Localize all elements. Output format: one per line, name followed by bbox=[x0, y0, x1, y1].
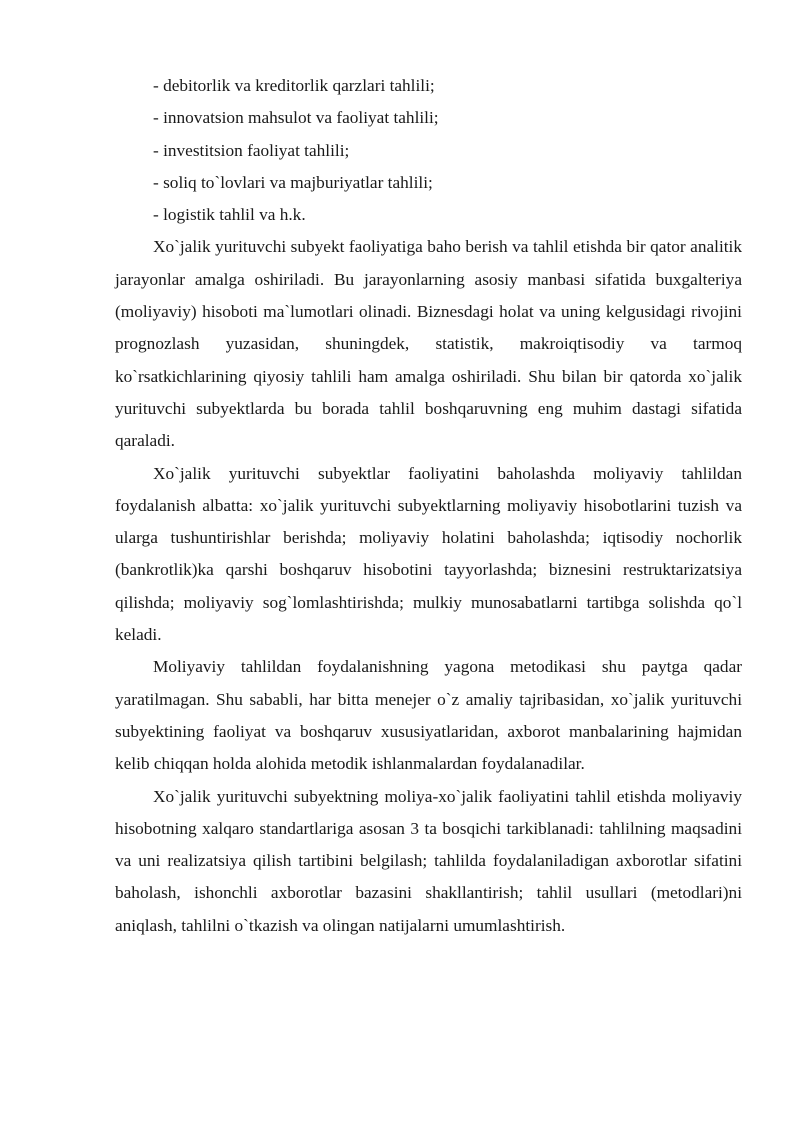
list-item: - logistik tahlil va h.k. bbox=[153, 205, 306, 225]
list-item: - soliq to`lovlari va majburiyatlar tahlili; bbox=[153, 172, 433, 192]
paragraph-analysis-processes: Xo`jalik yurituvchi subyekt faoliyatiga baho berish va tahlil etishda bir qator analitik jarayonlar amalga oshiriladi. Bu jarayonlarning asosiy manbasi sifatida buxgalteriya (moliyaviy) hisoboti ma`lumotlari olinadi. Biznesdagi holat va uning kelgusidagi rivojini prognozlash yuzasidan, shuningdek, statistik, makroiqtisodiy va tarmoq ko`rsatkichlarining qiyosiy tahlili ham amalga oshiriladi. Shu bilan bir qatorda xo`jalik yurituvchi subyektlarda bu borada tahlil boshqaruvning eng muhim dastagi sifatida qaraladi. bbox=[115, 237, 742, 451]
list-item: - debitorlik va kreditorlik qarzlari tahlili; bbox=[153, 76, 435, 95]
document-body bbox=[115, 70, 742, 942]
list-item: - innovatsion mahsulot va faoliyat tahlili; bbox=[153, 108, 439, 128]
paragraph-methodology: Moliyaviy tahlildan foydalanishning yagona metodikasi shu paytga qadar yaratilmagan. Shu sababli, har bitta menejer o`z amaliy tajribasidan, xo`jalik yurituvchi subyektining faoliyat va boshqaruv xususiyatlaridan, axborot manbalarining hajmidan kelib chiqqan holda alohida metodik ishlanmalardan foydalanadilar. bbox=[115, 657, 742, 774]
paragraph-financial-analysis-use: Xo`jalik yurituvchi subyektlar faoliyatini baholashda moliyaviy tahlildan foydalanish albatta: xo`jalik yurituvchi subyektlarning moliyaviy hisobotlarini tuzish va ularga tushuntirishlar berishda; moliyaviy holatini baholashda; iqtisodiy nochorlik (bankrotlik)ka qarshi boshqaruv hisobotini tayyorlashda; biznesini restruktarizatsiya qilishda; moliyaviy sog`lomlashtirishda; mulkiy munosabatlarni tartibga solishda qo`l keladi. bbox=[115, 463, 742, 645]
list-item: - investitsion faoliyat tahlili; bbox=[153, 140, 350, 160]
paragraph-analysis-stages: Xo`jalik yurituvchi subyektning moliya-xo`jalik faoliyatini tahlil etishda moliyaviy hisobotning xalqaro standartlariga asosan 3 ta bosqichi tarkiblanadi: tahlilning maqsadini va uni realizatsiya qilish tartibini belgilash; tahlilda foydalaniladigan axborotlar sifatini baholash, ishonchli axborotlar bazasini shakllantirish; tahlil usullari (metodlari)ni aniqlash, tahlilni o`tkazish va olingan natijalarni umumlashtirish. bbox=[115, 786, 742, 935]
